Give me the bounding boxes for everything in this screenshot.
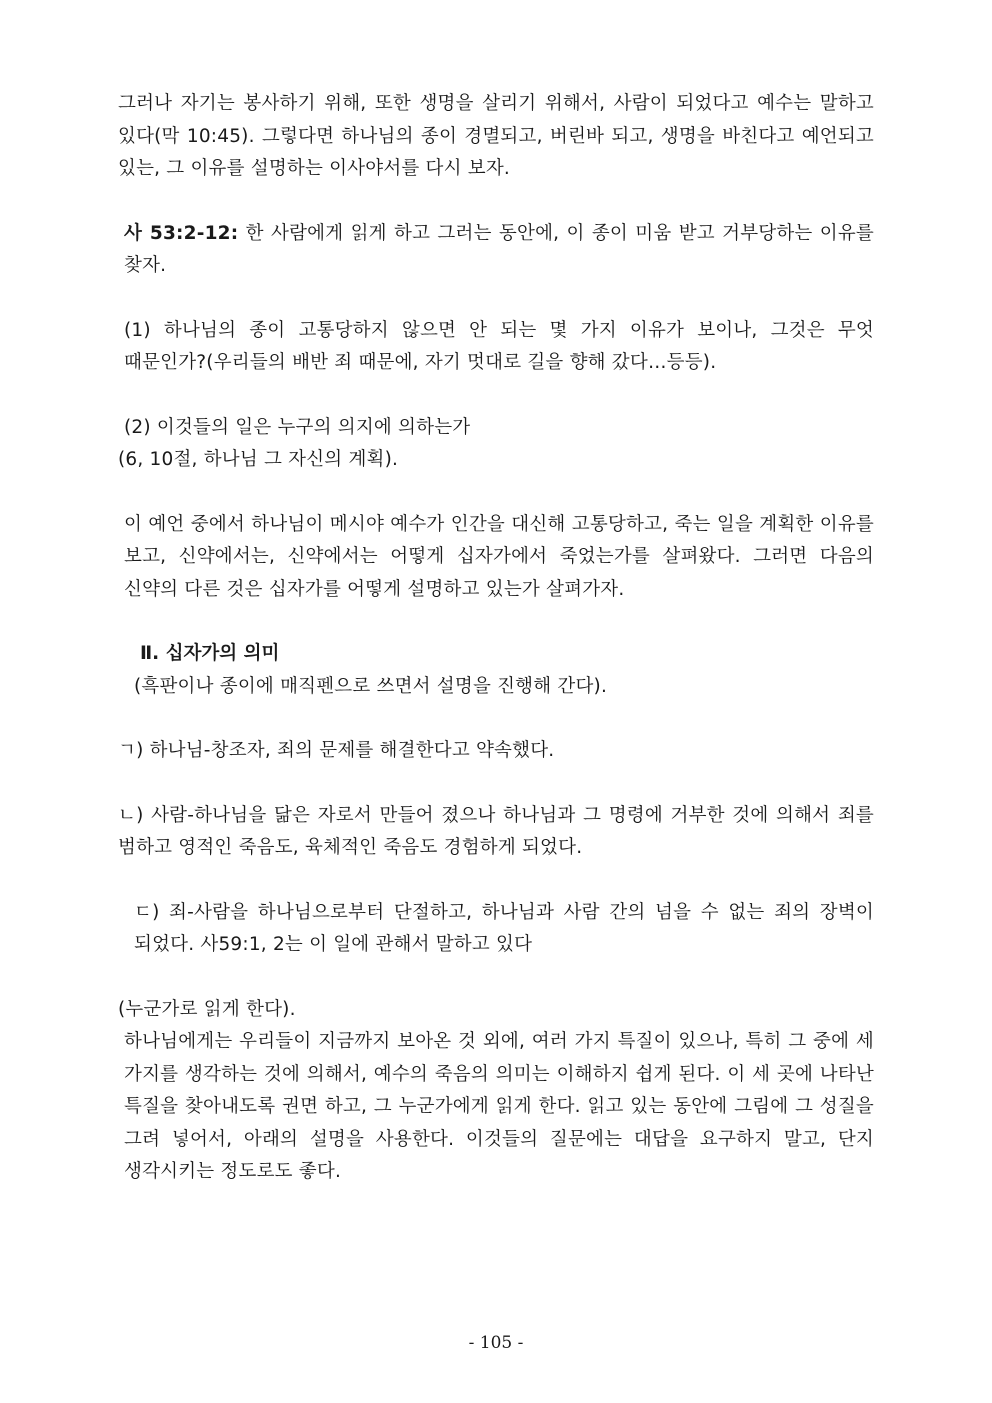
scripture-instruction: 한 사람에게 읽게 하고 그러는 동안에, 이 종이 미움 받고 거부당하는 이유를 찾자. — [124, 222, 874, 276]
closing-instruction: (누군가로 읽게 한다). — [118, 998, 296, 1020]
list-item-god: ㄱ) 하나님-창조자, 죄의 문제를 해결한다고 약속했다. — [118, 740, 555, 761]
question-2-line-2: (6, 10절, 하나님 그 자신의 계획). — [118, 449, 399, 470]
page-number: - 105 - — [468, 1333, 524, 1353]
document-body — [118, 88, 874, 1189]
section-subnote: (흑판이나 종이에 매직펜으로 쓰면서 설명을 진행해 간다). — [134, 675, 608, 697]
list-item-man: ㄴ) 사람-하나님을 닮은 자로서 만들어 졌으나 하나님과 그 명령에 거부한 것에 의해서 죄를 범하고 영적인 죽음도, 육체적인 죽음도 경험하게 되었다. — [118, 804, 874, 858]
closing-paragraph: 하나님에게는 우리들이 지금까지 보아온 것 외에, 여러 가지 특질이 있으나, 특히 그 중에 세 가지를 생각하는 것에 의해서, 예수의 죽음의 의미는 이해하지 쉽게 된다. 이 세 곳에 나타난 특질을 찾아내도록 권면 하고, 그 누군가에게 읽게 한다. 읽고 있는 동안에 그림에 그 성질을 그려 넣어서, 아래의 설명을 사용한다. 이것들의 질문에는 대답을 요구하지 말고, 단지 생각시키는 정도로도 좋다. — [124, 1031, 874, 1182]
paragraph-scripture-reference — [118, 218, 874, 283]
paragraph-intro: 그러나 자기는 봉사하기 위해, 또한 생명을 살리기 위해서, 사람이 되었다고 예수는 말하고 있다(막 10:45). 그렇다면 하나님의 종이 경멸되고, 버린바 되고, 생명을 바친다고 예언되고 있는, 그 이유를 설명하는 이사야서를 다시 보자. — [118, 93, 874, 179]
scripture-reference: 사 53:2-12: — [124, 222, 239, 244]
section-heading: Ⅱ. 십자가의 의미 — [140, 643, 280, 664]
question-2-line-1: (2) 이것들의 일은 누구의 의지에 의하는가 — [124, 416, 471, 438]
question-1: (1) 하나님의 종이 고통당하지 않으면 안 되는 몇 가지 이유가 보이나, 그것은 무엇 때문인가?(우리들의 배반 죄 때문에, 자기 멋대로 길을 향해 갔다…등등). — [124, 319, 874, 373]
list-item-sin: ㄷ) 죄-사람을 하나님으로부터 단절하고, 하나님과 사람 간의 넘을 수 없는 죄의 장벽이 되었다. 사59:1, 2는 이 일에 관해서 말하고 있다 — [134, 901, 874, 955]
paragraph-prophecy: 이 예언 중에서 하나님이 메시야 예수가 인간을 대신해 고통당하고, 죽는 일을 계획한 이유를 보고, 신약에서는, 신약에서는 어떻게 십자가에서 죽었는가를 살펴왔다. 그러면 다음의 신약의 다른 것은 십자가를 어떻게 설명하고 있는가 살펴가자. — [124, 513, 874, 600]
